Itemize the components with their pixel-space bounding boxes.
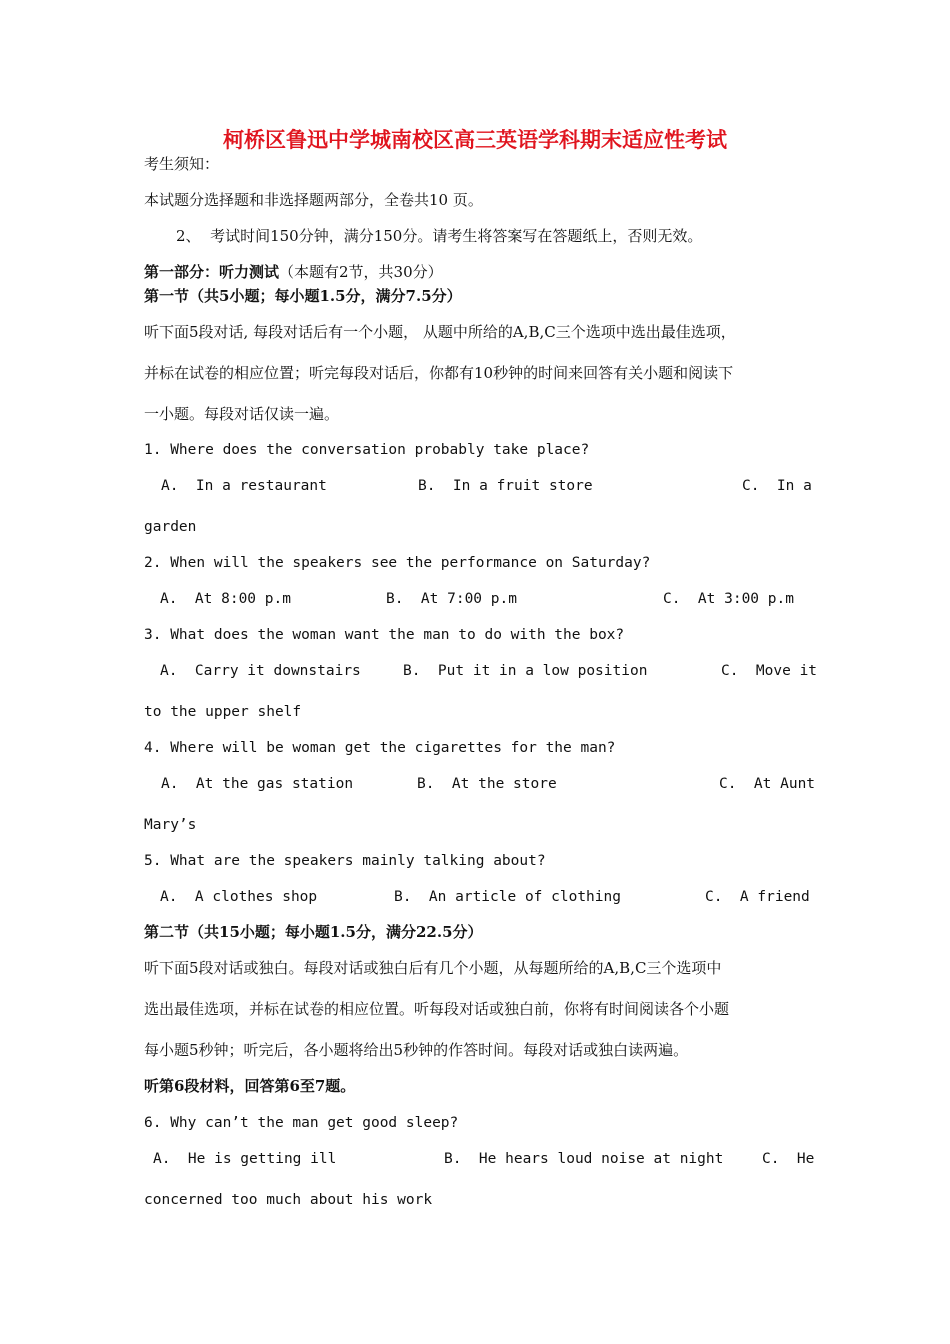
question-1-option-c: C. In a (742, 478, 812, 494)
question-6-stem: 6. Why can’t the man get good sleep? (144, 1115, 459, 1131)
question-6-option-c-continued: concerned too much about his work (144, 1192, 433, 1208)
section1-instruction-1: 听下面5段对话, 每段对话后有一个小题， 从题中所给的A,B,C三个选项中选出最佳选项， (144, 323, 736, 341)
section2-instruction-3: 每小题5秒钟；听完后，各小题将给出5秒钟的作答时间。每段对话或独白读两遍。 (144, 1041, 689, 1059)
question-2-option-b: B. At 7:00 p.m (386, 591, 517, 607)
part1-heading: 第一部分：听力测试 (144, 263, 280, 281)
question-2-option-a: A. At 8:00 p.m (160, 591, 291, 607)
question-3-option-c-continued: to the upper shelf (144, 704, 302, 720)
question-4-option-b: B. At the store (417, 776, 557, 792)
question-6-option-c: C. He (762, 1151, 815, 1167)
question-1-option-b: B. In a fruit store (418, 478, 593, 494)
section1-instruction-2: 并标在试卷的相应位置；听完每段对话后，你都有10秒钟的时间来回答有关小题和阅读下 (144, 364, 734, 382)
section2-instruction-2: 选出最佳选项，并标在试卷的相应位置。听每段对话或独白前，你将有时间阅读各个小题 (144, 1000, 730, 1018)
section2-heading: 第二节（共15小题；每小题1.5分，满分22.5分） (144, 923, 483, 941)
notice-item-2: 2、 考试时间150分钟，满分150分。请考生将答案写在答题纸上，否则无效。 (176, 227, 703, 245)
question-5-option-c: C. A friend (705, 889, 810, 905)
question-3-option-c: C. Move it (721, 663, 818, 679)
question-1-stem: 1. Where does the conversation probably take place? (144, 442, 590, 458)
question-4-stem: 4. Where will be woman get the cigarettes for the man? (144, 740, 616, 756)
section1-heading: 第一节（共5小题；每小题1.5分，满分7.5分） (144, 287, 462, 305)
question-4-option-c: C. At Aunt (719, 776, 816, 792)
section2-instruction-1: 听下面5段对话或独白。每段对话或独白后有几个小题，从每题所给的A,B,C三个选项中 (144, 959, 722, 977)
notice-item-1: 本试题分选择题和非选择题两部分，全卷共10 页。 (144, 191, 483, 209)
section1-instruction-3: 一小题。每段对话仅读一遍。 (144, 405, 340, 423)
question-4-option-c-continued: Mary’s (144, 817, 197, 833)
question-6-option-a: A. He is getting ill (153, 1151, 337, 1167)
exam-title: 柯桥区鲁迅中学城南校区高三英语学科期末适应性考试 (223, 127, 727, 152)
question-1-option-a: A. In a restaurant (161, 478, 327, 494)
question-6-option-b: B. He hears loud noise at night (444, 1151, 724, 1167)
notice-heading: 考生须知： (144, 155, 220, 173)
part1-heading-note: （本题有2节，共30分） (279, 263, 443, 281)
question-5-stem: 5. What are the speakers mainly talking about? (144, 853, 546, 869)
question-4-option-a: A. At the gas station (161, 776, 354, 792)
question-5-option-a: A. A clothes shop (160, 889, 318, 905)
question-5-option-b: B. An article of clothing (394, 889, 621, 905)
material-6-heading: 听第6段材料，回答第6至7题。 (144, 1077, 356, 1095)
question-1-option-c-continued: garden (144, 519, 197, 535)
question-3-stem: 3. What does the woman want the man to do with the box? (144, 627, 625, 643)
question-3-option-a: A. Carry it downstairs (160, 663, 361, 679)
part1-heading-line (144, 262, 443, 282)
question-2-option-c: C. At 3:00 p.m (663, 591, 794, 607)
question-2-stem: 2. When will the speakers see the performance on Saturday? (144, 555, 651, 571)
question-3-option-b: B. Put it in a low position (403, 663, 648, 679)
